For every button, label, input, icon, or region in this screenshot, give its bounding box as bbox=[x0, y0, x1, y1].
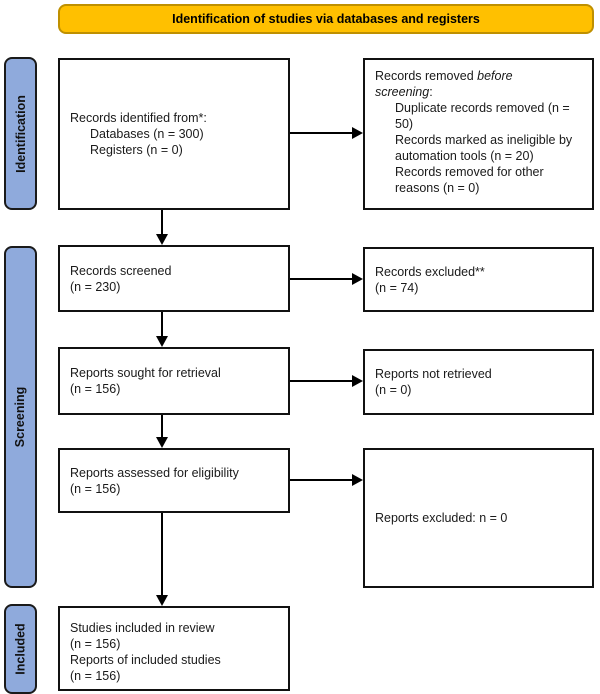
down-arrow-line bbox=[161, 415, 163, 438]
removed-prefix: Records removed bbox=[375, 69, 478, 83]
right-arrow-line bbox=[290, 132, 353, 134]
reports-sought-box bbox=[58, 347, 290, 415]
records-screened-box bbox=[58, 245, 290, 312]
box-line: Reports of included studies bbox=[70, 653, 221, 667]
down-arrow-icon bbox=[156, 595, 168, 606]
box-line: (n = 156) bbox=[70, 481, 121, 496]
removed-emphasis: before screening bbox=[375, 69, 513, 99]
banner-title bbox=[58, 4, 594, 34]
box-line: (n = 156) bbox=[70, 637, 121, 651]
box-line: (n = 0) bbox=[375, 383, 412, 397]
records-removed-box bbox=[363, 58, 594, 210]
reports-assessed-box bbox=[58, 448, 290, 513]
box-line: Reports excluded: n = 0 bbox=[375, 511, 508, 525]
down-arrow-line bbox=[161, 513, 163, 596]
right-arrow-icon bbox=[352, 273, 363, 285]
box-line: (n = 230) bbox=[70, 279, 121, 294]
studies-included-box bbox=[58, 606, 290, 691]
box-line: (n = 156) bbox=[70, 382, 121, 396]
right-arrow-line bbox=[290, 479, 353, 481]
down-arrow-line bbox=[161, 312, 163, 337]
box-line: Records removed for other reasons (n = 0) bbox=[395, 165, 544, 195]
box-line: (n = 74) bbox=[375, 280, 419, 295]
stage-label-screening: Screening bbox=[13, 386, 28, 448]
down-arrow-icon bbox=[156, 336, 168, 347]
records-identified-box bbox=[58, 58, 290, 210]
box-line: Databases (n = 300) bbox=[90, 127, 204, 141]
banner-title-text: Identification of studies via databases and registers bbox=[172, 12, 480, 26]
right-arrow-icon bbox=[352, 375, 363, 387]
down-arrow-icon bbox=[156, 234, 168, 245]
reports-excluded-box bbox=[363, 448, 594, 588]
stage-label-identification: Identification bbox=[13, 94, 28, 173]
box-line: Reports not retrieved bbox=[375, 367, 492, 381]
box-line: Records marked as ineligible by automation tools (n = 20) bbox=[395, 133, 573, 163]
stage-label-included: Included bbox=[13, 623, 28, 675]
box-line: (n = 156) bbox=[70, 669, 121, 683]
removed-suffix: : bbox=[429, 85, 433, 99]
box-line: Studies included in review bbox=[70, 621, 215, 635]
box-line: Records identified from*: bbox=[70, 111, 207, 125]
box-line: Records screened bbox=[70, 263, 172, 278]
box-line: Reports sought for retrieval bbox=[70, 366, 221, 380]
box-line bbox=[375, 68, 562, 100]
stage-bar-identification bbox=[4, 57, 37, 210]
box-line: Reports assessed for eligibility bbox=[70, 465, 239, 480]
down-arrow-icon bbox=[156, 437, 168, 448]
records-excluded-box bbox=[363, 247, 594, 312]
box-line: Records excluded** bbox=[375, 264, 485, 279]
right-arrow-line bbox=[290, 278, 353, 280]
reports-not-retrieved-box bbox=[363, 349, 594, 415]
box-line: Duplicate records removed (n = 50) bbox=[395, 101, 570, 131]
right-arrow-line bbox=[290, 380, 353, 382]
box-line: Registers (n = 0) bbox=[90, 143, 183, 157]
stage-bar-screening bbox=[4, 246, 37, 588]
right-arrow-icon bbox=[352, 474, 363, 486]
right-arrow-icon bbox=[352, 127, 363, 139]
down-arrow-line bbox=[161, 210, 163, 235]
stage-bar-included bbox=[4, 604, 37, 694]
